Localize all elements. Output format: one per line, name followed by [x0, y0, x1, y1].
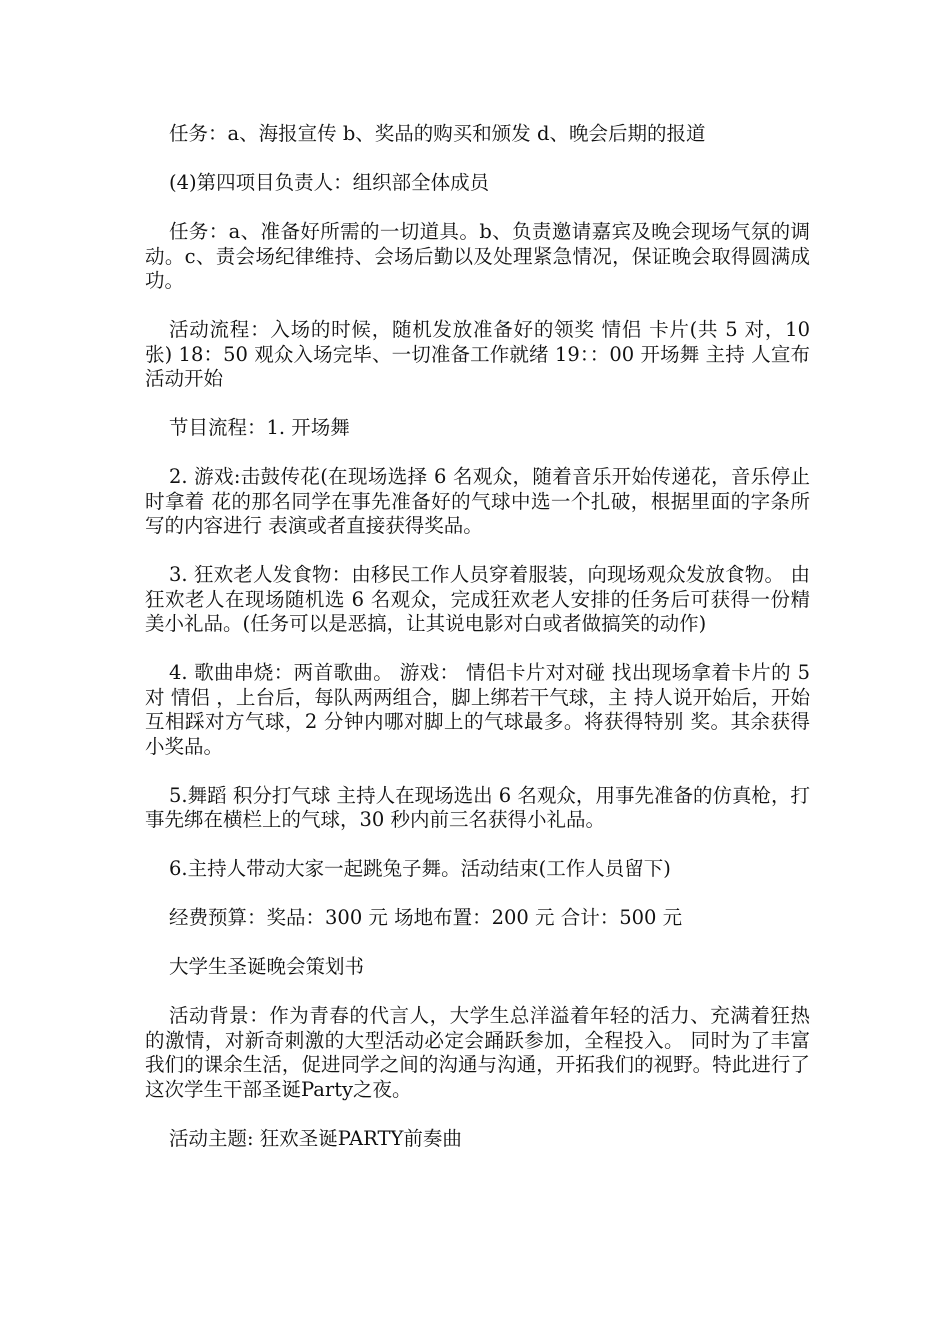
- paragraph-carnival-elder: 3. 狂欢老人发食物：由移民工作人员穿着服装，向现场观众发放食物。 由狂欢老人在现场随机选 6 名观众，完成狂欢老人安排的任务后可获得一份精 美小礼品。(任务可以是恶搞，让其说电影对白或者做搞笑的动作): [145, 563, 810, 635]
- paragraph-song-medley: 4. 歌曲串烧：两首歌曲。 游戏： 情侣卡片对对碰 找出现场拿着卡片的 5 对 情侣 ，上台后，每队两两组合，脚上绑若干气球，主 持人说开始后，开始互相踩对方气球，2 分钟内哪对脚上的气球最多。将获得特别 奖。其余获得小奖品。: [145, 661, 810, 758]
- paragraph-dance-balloon: 5.舞蹈 积分打气球 主持人在现场选出 6 名观众，用事先准备的仿真枪，打事先绑在横栏上的气球，30 秒内前三名获得小礼品。: [145, 783, 810, 831]
- paragraph-activity-flow: 活动流程：入场的时候，随机发放准备好的领奖 情侣 卡片(共 5 对，10 张) 18：50 观众入场完毕、一切准备工作就绪 19：：00 开场舞 主持 人宣布活动开始: [145, 318, 810, 390]
- paragraph-bunny-dance: 6.主持人带动大家一起跳兔子舞。活动结束(工作人员留下): [169, 857, 671, 880]
- paragraph-budget: 经费预算：奖品：300 元 场地布置：200 元 合计：500 元: [169, 906, 683, 929]
- paragraph-game-pass-flower: 2. 游戏:击鼓传花(在现场选择 6 名观众，随着音乐开始传递花，音乐停止时拿着 花的那名同学在事先准备好的气球中选一个扎破，根据里面的字条所写的内容进行 表演或者直接获得奖品。: [145, 465, 810, 537]
- paragraph-theme: 活动主题: 狂欢圣诞PARTY前奏曲: [169, 1126, 462, 1150]
- paragraph-background: 活动背景：作为青春的代言人，大学生总洋溢着年轻的活力、充满着狂热的激情，对新奇刺激的大型活动必定会踊跃参加，全程投入。 同时为了丰富我们的课余生活，促进同学之间的沟通与沟通，开拓我们的视野。特此进行了这次学生干部圣诞Party之夜。: [145, 1004, 810, 1101]
- paragraph-program-flow: 节目流程：1. 开场舞: [169, 416, 350, 439]
- paragraph-fourth-project-lead: (4)第四项目负责人：组织部全体成员: [169, 171, 490, 194]
- paragraph-tasks-props: 任务：a、准备好所需的一切道具。b、负责邀请嘉宾及晚会现场气氛的调动。c、责会场纪律维持、会场后勤以及处理紧急情况，保证晚会取得圆满成功。: [145, 220, 810, 292]
- document-body: [145, 122, 810, 1176]
- paragraph-section-title: 大学生圣诞晚会策划书: [169, 955, 365, 978]
- paragraph-tasks-publicity: 任务：a、海报宣传 b、奖品的购买和颁发 d、晚会后期的报道: [169, 122, 706, 145]
